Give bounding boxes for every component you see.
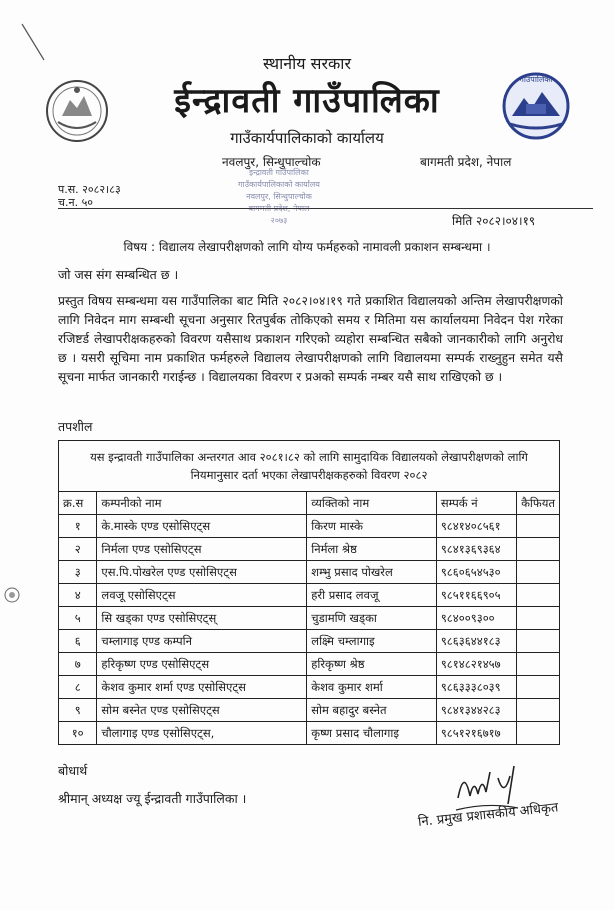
table-row — [59, 515, 560, 538]
cell-company: लवजू एसोसिएट्स — [97, 584, 307, 607]
table-row — [59, 584, 560, 607]
cell-contact: ९८६३६४४१८३ — [436, 630, 516, 653]
cell-contact: ९८५१२१६७१७ — [436, 722, 516, 745]
cell-remarks — [517, 699, 560, 722]
col-contact: सम्पर्क नं — [436, 492, 516, 515]
cell-remarks — [517, 676, 560, 699]
cell-person: हरी प्रसाद लवजू — [307, 584, 437, 607]
details-label: तपशील — [58, 419, 93, 434]
col-company: कम्पनीको नाम — [97, 492, 307, 515]
cell-contact: ९८४१४०८५६१ — [436, 515, 516, 538]
cell-remarks — [517, 538, 560, 561]
cell-person: केशव कुमार शर्मा — [307, 676, 437, 699]
office-stamp — [228, 163, 330, 229]
cell-serial: १ — [59, 515, 97, 538]
table-row — [59, 722, 560, 745]
cell-company: सि खड्का एण्ड एसोसिएट्स् — [97, 607, 307, 630]
cell-contact: ९८६३३३८०३९ — [436, 676, 516, 699]
address-right: बागमती प्रदेश, नेपाल — [420, 155, 512, 169]
cell-company: चम्लागाइ एण्ड कम्पनि — [97, 630, 307, 653]
cc-recipient: श्रीमान् अध्यक्ष ज्यू ईन्द्रावती गाउँपालिका । — [58, 791, 247, 806]
svg-text:गाउँकार्यपालिकाको कार्यालय: गाउँकार्यपालिकाको कार्यालय — [238, 180, 320, 189]
svg-text:इन्द्रावती गाउँपालिका: इन्द्रावती गाउँपालिका — [249, 168, 309, 177]
cell-company: सोम बस्नेत एण्ड एसोसिएट्स — [97, 699, 307, 722]
cell-contact: ९८४००९३०० — [436, 607, 516, 630]
table-row — [59, 607, 560, 630]
table-row — [59, 676, 560, 699]
cell-remarks — [517, 515, 560, 538]
table-row — [59, 630, 560, 653]
cell-company: हरिकृष्ण एण्ड एसोसिएट्स — [97, 653, 307, 676]
cell-serial: १० — [59, 722, 97, 745]
cell-serial: २ — [59, 538, 97, 561]
reference-cha-na: च.न. ५० — [58, 196, 94, 209]
table-row — [59, 699, 560, 722]
cell-person: कृष्ण प्रसाद चौलागाइ — [307, 722, 437, 745]
cell-contact: ९८६०६५४५३० — [436, 561, 516, 584]
cell-person: सोम बहादुर बस्नेत — [307, 699, 437, 722]
cell-remarks — [517, 561, 560, 584]
cell-serial: ५ — [59, 607, 97, 630]
cc-label: बोधार्थ — [58, 763, 88, 778]
cell-company: निर्मला एण्ड एसोसिएट्स — [97, 538, 307, 561]
cell-contact: ९८१४८२१४५७ — [436, 653, 516, 676]
cell-company: चौलागाइ एण्ड एसोसिएट्स, — [97, 722, 307, 745]
letter-body: प्रस्तुत विषय सम्बन्धमा यस गाउँपालिका बाट मिति २०८२।०४।१९ गते प्रकाशित विद्यालयको अन्तिम लेखापरीक्षणको लागि निवेदन माग सम्बन्धी सूचना अनुसार रितपुर्बक तोकिएको समय र मितिमा यस कार्यालयमा निवेदन पेश गरेका रजिष्टर्ड लेखापरीक्षकहरुको विवरण यसैसाथ प्रकाशन गरिएको व्यहोरा सम्बन्धित सबैको जानकारीको लागि अनुरोध छ । यसरी सूचिमा नाम प्रकाशित फर्महरुले विद्यालय लेखापरीक्षणको लागि विद्यालयमा सम्पर्क राख्नुहुन समेत यसै सूचना मार्फत जानकारी गराईन्छ । विद्यालयका विवरण र प्रअको सम्पर्क नम्बर यसै साथ राखिएको छ । — [58, 294, 563, 384]
table-body — [59, 515, 560, 745]
letter-subject: विषय : विद्यालय लेखापरीक्षणको लागि योग्य फर्महरुको नामावली प्रकाशन सम्बन्धमा । — [123, 240, 491, 254]
header-local-government: स्थानीय सरकार — [263, 54, 351, 73]
header-office-name: गाउँकार्यपालिकाको कार्यालय — [230, 129, 384, 147]
cell-person: चुडामणि खड्का — [307, 607, 437, 630]
cell-serial: ७ — [59, 653, 97, 676]
table-header-row — [59, 492, 560, 515]
cell-serial: ८ — [59, 676, 97, 699]
svg-text:बागमती प्रदेश, नेपाल: बागमती प्रदेश, नेपाल — [248, 204, 310, 213]
cell-person: लक्ष्मि चम्लागाइ — [307, 630, 437, 653]
salutation: जो जस संग सम्बन्धित छ । — [58, 267, 179, 282]
punch-hole-mark — [3, 586, 21, 604]
cell-person: हरिकृष्ण श्रेष्ठ — [307, 653, 437, 676]
svg-text:२०७३: २०७३ — [270, 216, 288, 225]
table-caption-row — [59, 441, 560, 492]
table-row — [59, 653, 560, 676]
cell-serial: ९ — [59, 699, 97, 722]
cell-person: निर्मला श्रेष्ठ — [307, 538, 437, 561]
svg-text:गाउँपालिका: गाउँपालिका — [519, 75, 553, 84]
cell-contact: ९८५११६६९०५ — [436, 584, 516, 607]
cell-person: शम्भु प्रसाद पोखरेल — [307, 561, 437, 584]
cell-remarks — [517, 584, 560, 607]
cell-serial: ६ — [59, 630, 97, 653]
header-municipality-name: ईन्द्रावती गाउँपालिका — [174, 81, 440, 121]
cell-serial: ३ — [59, 561, 97, 584]
cell-remarks — [517, 630, 560, 653]
col-serial: क्र.स — [59, 492, 97, 515]
cell-person: किरण मास्के — [307, 515, 437, 538]
col-remarks: कैफियत — [517, 492, 560, 515]
cell-company: के.मास्के एण्ड एसोसिएट्स — [97, 515, 307, 538]
svg-text:नवलपुर, सिन्धुपाल्चोक: नवलपुर, सिन्धुपाल्चोक — [246, 192, 312, 201]
address-left: नवलपुर, सिन्धुपाल्चोक — [222, 155, 321, 169]
table-row — [59, 538, 560, 561]
cell-contact: ९८४१३६९३६४ — [436, 538, 516, 561]
cell-contact: ९८४१३४४२८३ — [436, 699, 516, 722]
table-caption: यस इन्द्रावती गाउँपालिका अन्तरगत आव २०८१।८२ को लागि सामुदायिक विद्यालयको लेखापरीक्षणको लागि नियमानुसार दर्ता भएका लेखापरीक्षकहरुको विवरण २०८२ — [59, 441, 560, 492]
col-person: व्यक्तिको नाम — [307, 492, 437, 515]
table-row — [59, 561, 560, 584]
cell-remarks — [517, 607, 560, 630]
header-divider — [58, 208, 593, 209]
cell-serial: ४ — [59, 584, 97, 607]
letter-date: मिति २०८२।०४।१९ — [452, 214, 536, 228]
cell-remarks — [517, 722, 560, 745]
reference-pa-sa: प.स. २०८२।८३ — [58, 183, 121, 196]
cell-company: एस.पि.पोखरेल एण्ड एसोसिएट्स — [97, 561, 307, 584]
cell-remarks — [517, 653, 560, 676]
signatory-title: नि. प्रमुख प्रशासकीय अधिकृत — [417, 800, 560, 830]
auditor-table — [58, 440, 560, 745]
cell-company: केशव कुमार शर्मा एण्ड एसोसिएट्स — [97, 676, 307, 699]
